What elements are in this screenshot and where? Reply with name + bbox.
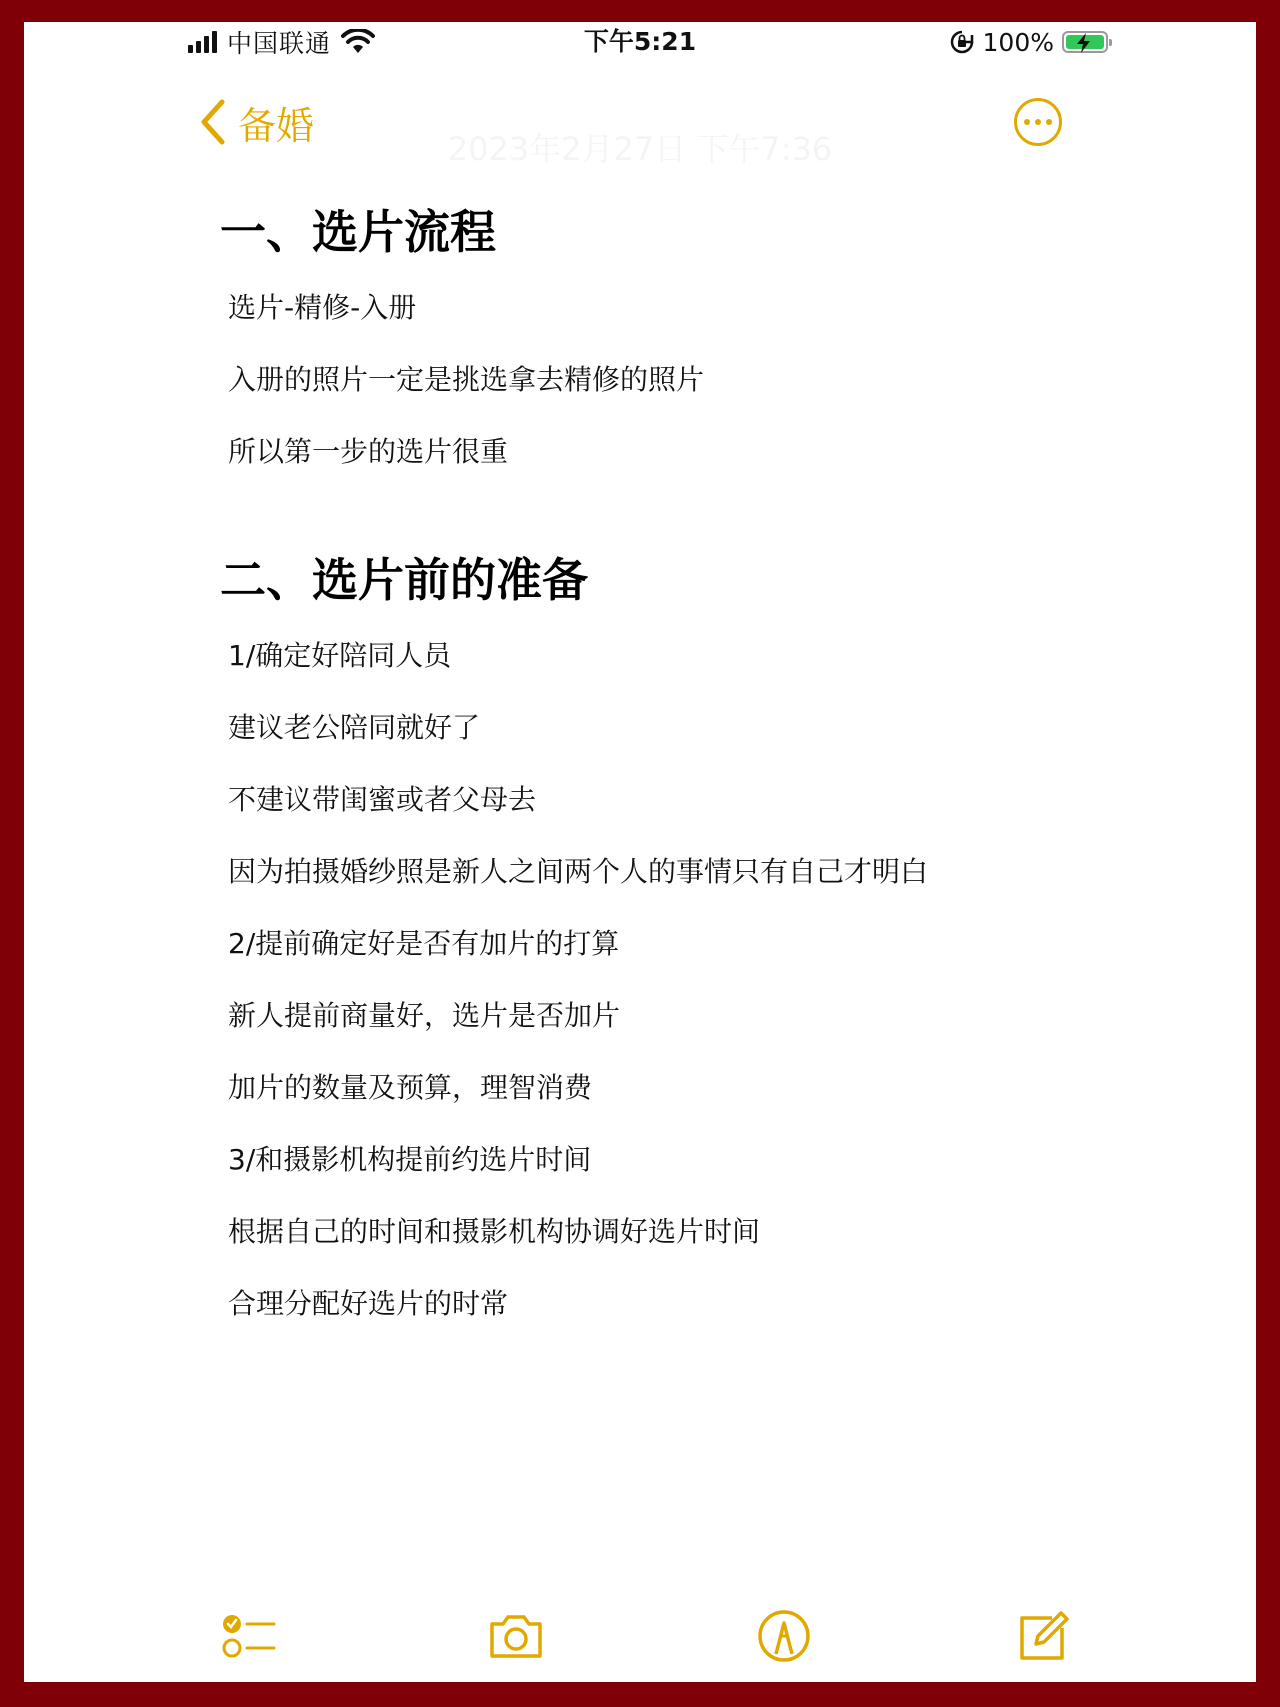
note-line: 所以第一步的选片很重 [228, 435, 509, 468]
camera-button[interactable] [486, 1606, 546, 1666]
note-line: 加片的数量及预算，理智消费 [228, 1071, 593, 1104]
note-line: 建议老公陪同就好了 [228, 711, 481, 744]
phone-screen [24, 22, 1256, 1682]
checklist-button[interactable] [220, 1606, 280, 1666]
note-line: 选片-精修-入册 [228, 291, 417, 324]
note-line: 新人提前商量好，选片是否加片 [228, 999, 621, 1032]
battery-percent: 100% [982, 27, 1054, 57]
note-subheading: 3/和摄影机构提前约选片时间 [228, 1143, 592, 1176]
compose-icon [1012, 1606, 1072, 1666]
note-body[interactable] [220, 192, 1120, 1340]
battery-icon [1062, 31, 1108, 53]
markup-pen-icon [754, 1606, 814, 1666]
note-line: 入册的照片一定是挑选拿去精修的照片 [228, 363, 705, 396]
back-button-label: 备婚 [238, 103, 315, 148]
battery-level-fill [1066, 35, 1104, 49]
note-line: 合理分配好选片的时常 [228, 1287, 509, 1320]
charging-bolt-icon [1074, 32, 1094, 54]
carrier-name: 中国联通 [227, 29, 332, 58]
note-line: 根据自己的时间和摄影机构协调好选片时间 [228, 1215, 761, 1248]
status-time: 下午5:21 [583, 27, 697, 56]
note-line: 因为拍摄婚纱照是新人之间两个人的事情只有自己才明白 [228, 855, 929, 888]
markup-button[interactable] [754, 1606, 814, 1666]
note-line: 不建议带闺蜜或者父母去 [228, 783, 537, 816]
section-heading: 二、选片前的准备 [220, 553, 588, 607]
note-subheading: 2/提前确定好是否有加片的打算 [228, 927, 620, 960]
camera-icon [486, 1606, 546, 1666]
note-subheading: 1/确定好陪同人员 [228, 639, 452, 672]
section-heading: 一、选片流程 [220, 205, 496, 259]
compose-button[interactable] [1012, 1606, 1072, 1666]
status-right [949, 22, 1108, 62]
note-date-ghost: 2023年2月27日 下午7:36 [447, 130, 833, 168]
checklist-icon [220, 1606, 280, 1666]
orientation-lock-icon [949, 29, 975, 55]
status-bar [24, 22, 1256, 62]
bottom-toolbar [24, 1562, 1256, 1682]
